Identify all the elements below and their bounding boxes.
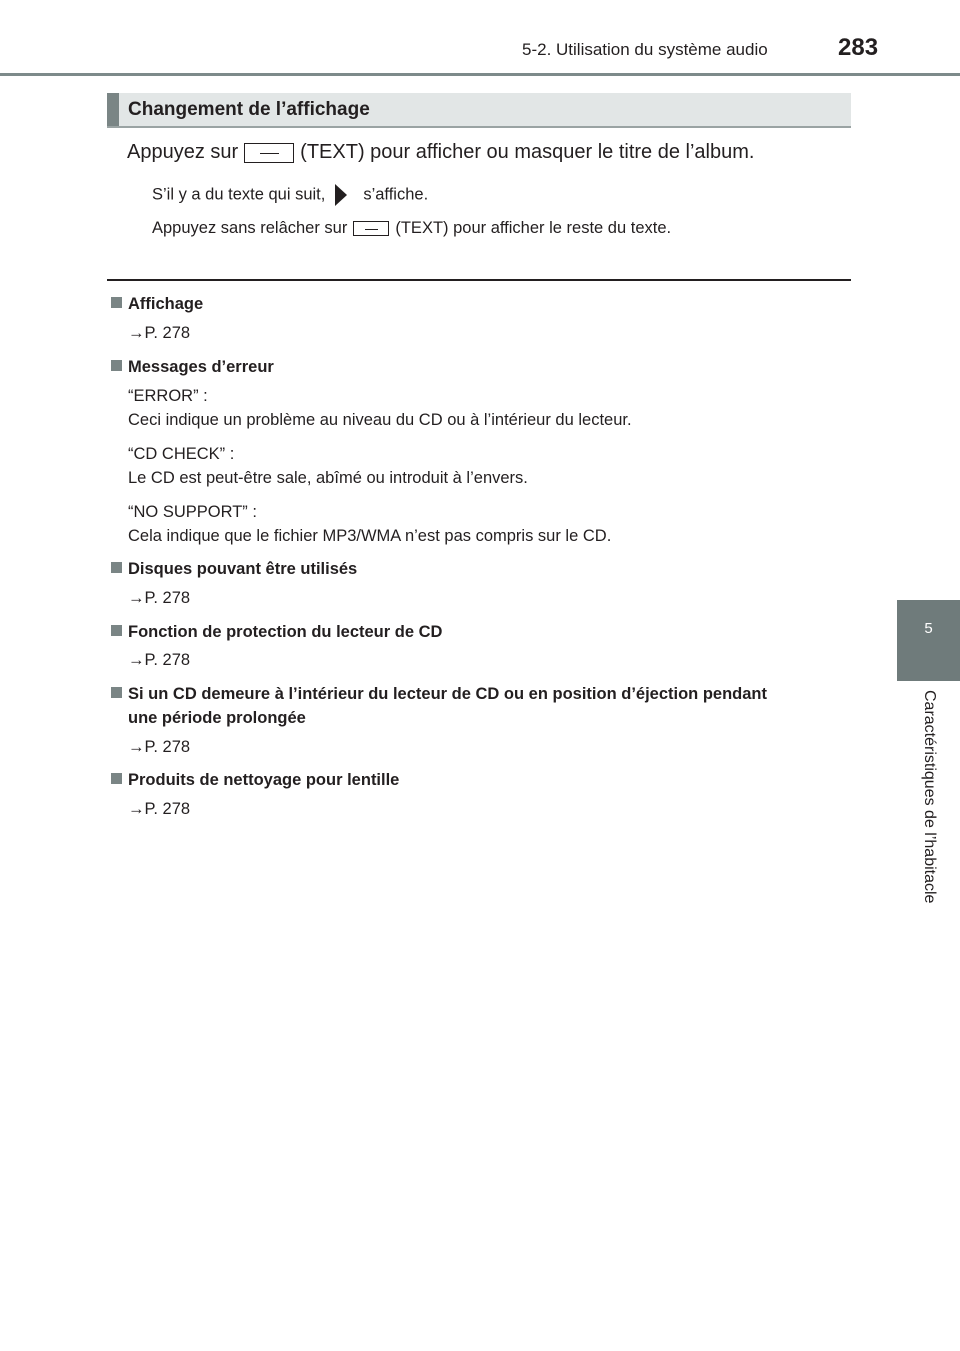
- nosupport-code: “NO SUPPORT” :: [128, 503, 257, 521]
- page-number: 283: [838, 34, 879, 61]
- item-messages-title: Messages d’erreur: [111, 358, 274, 377]
- note1-after: s’affiche.: [363, 185, 429, 204]
- item-affichage-ref: →P. 278: [128, 324, 191, 342]
- item-protection-title: Fonction de protection du lecteur de CD: [111, 623, 442, 642]
- square-bullet-icon: [111, 360, 122, 371]
- ref-arrow-icon: →: [128, 651, 145, 669]
- section-heading-bar: [107, 93, 119, 126]
- item-disques-title: Disques pouvant être utilisés: [111, 560, 357, 579]
- item-protection-ref: →P. 278: [128, 651, 191, 669]
- item-disques-ref: →P. 278: [128, 589, 191, 607]
- chapter-title: Caractéristiques de l’habitacle: [921, 690, 938, 904]
- check-text: Le CD est peut-être sale, abîmé ou introduit à l’envers.: [128, 469, 528, 487]
- ref-arrow-icon: →: [128, 324, 145, 342]
- instruction-paragraph: [127, 141, 754, 164]
- item-ejection-title-line2: une période prolongée: [128, 709, 306, 727]
- note2-after: (TEXT) pour afficher le reste du texte.: [395, 219, 672, 237]
- note-more-text: [152, 184, 428, 206]
- ref-arrow-icon: →: [128, 800, 145, 818]
- item-nettoyage-ref: →P. 278: [128, 800, 191, 818]
- section-heading: [107, 93, 851, 128]
- note1-before: S’il y a du texte qui suit,: [152, 185, 326, 204]
- square-bullet-icon: [111, 773, 122, 784]
- square-bullet-icon: [111, 625, 122, 636]
- note-hold-button: [152, 219, 671, 238]
- nosupport-text: Cela indique que le fichier MP3/WMA n’est pas compris sur le CD.: [128, 527, 612, 545]
- text-button-icon: [244, 143, 294, 163]
- text-button-icon-small: [353, 221, 389, 236]
- error-code: “ERROR” :: [128, 387, 208, 405]
- check-code: “CD CHECK” :: [128, 445, 235, 463]
- item-nettoyage-title: Produits de nettoyage pour lentille: [111, 771, 399, 790]
- instruction-before: Appuyez sur: [127, 141, 239, 163]
- item-affichage-title: Affichage: [111, 295, 203, 314]
- section-divider: [107, 279, 851, 281]
- square-bullet-icon: [111, 687, 122, 698]
- ref-arrow-icon: →: [128, 589, 145, 607]
- square-bullet-icon: [111, 297, 122, 308]
- error-text: Ceci indique un problème au niveau du CD ou à l’intérieur du lecteur.: [128, 411, 632, 429]
- header-rule: [0, 73, 960, 76]
- more-text-arrow-icon: [335, 184, 347, 206]
- square-bullet-icon: [111, 562, 122, 573]
- item-ejection-title: Si un CD demeure à l’intérieur du lecteur de CD ou en position d’éjection pendant: [111, 685, 767, 704]
- chapter-number: 5: [924, 620, 933, 637]
- item-ejection-ref: →P. 278: [128, 738, 191, 756]
- ref-arrow-icon: →: [128, 738, 145, 756]
- instruction-after: (TEXT) pour afficher ou masquer le titre de l’album.: [300, 141, 755, 163]
- running-header-section: 5-2. Utilisation du système audio: [522, 40, 768, 59]
- chapter-tab: [897, 600, 960, 681]
- section-title: Changement de l’affichage: [128, 99, 370, 120]
- note2-before: Appuyez sans relâcher sur: [152, 219, 348, 237]
